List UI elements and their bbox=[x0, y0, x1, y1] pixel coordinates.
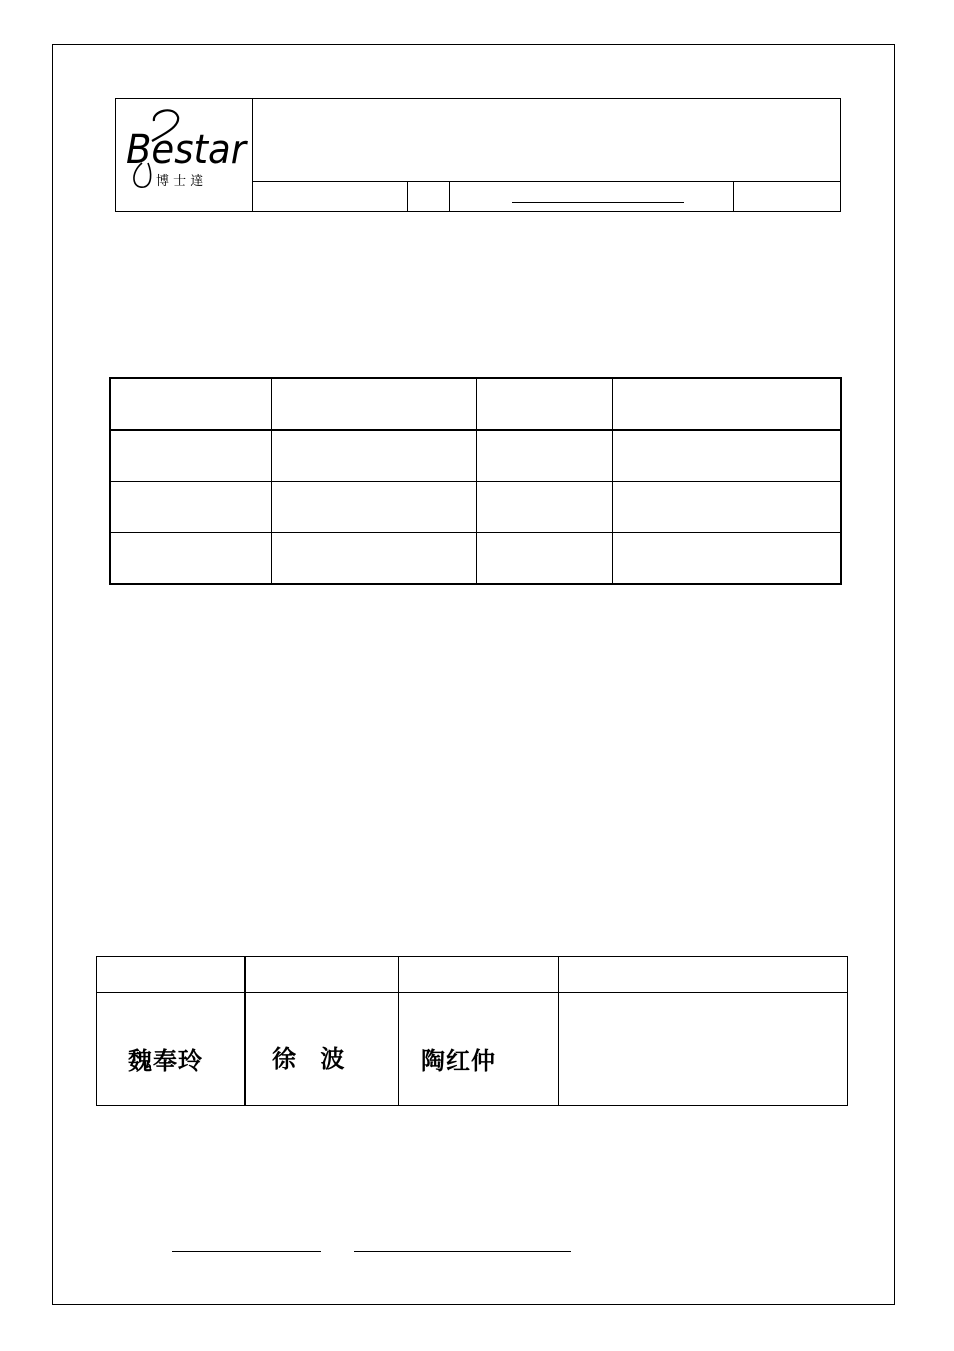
table-row bbox=[110, 482, 841, 533]
footer-line bbox=[172, 1251, 321, 1252]
svg-text:博 士 達: 博 士 達 bbox=[156, 174, 204, 189]
approval-table bbox=[96, 956, 848, 1106]
bestar-logo bbox=[122, 103, 248, 193]
title-cell bbox=[252, 99, 840, 182]
header-field-1 bbox=[252, 181, 408, 211]
header-field-3 bbox=[450, 181, 734, 211]
table-row bbox=[110, 430, 841, 482]
table-row bbox=[97, 957, 848, 993]
signature-checked: 徐 波 bbox=[272, 1044, 346, 1073]
header-field-2 bbox=[408, 181, 450, 211]
document-header bbox=[115, 98, 841, 212]
footer-line bbox=[354, 1251, 571, 1252]
signature-approved: 陶红仲 bbox=[421, 1046, 496, 1075]
table-row bbox=[110, 378, 841, 430]
svg-text:Bestar: Bestar bbox=[126, 127, 248, 173]
page-border bbox=[52, 44, 895, 1305]
spec-table bbox=[109, 377, 842, 585]
table-row bbox=[110, 533, 841, 585]
signature-prepared: 魏奉玲 bbox=[128, 1046, 203, 1075]
header-field-4 bbox=[734, 181, 840, 211]
logo-cell bbox=[116, 99, 253, 211]
